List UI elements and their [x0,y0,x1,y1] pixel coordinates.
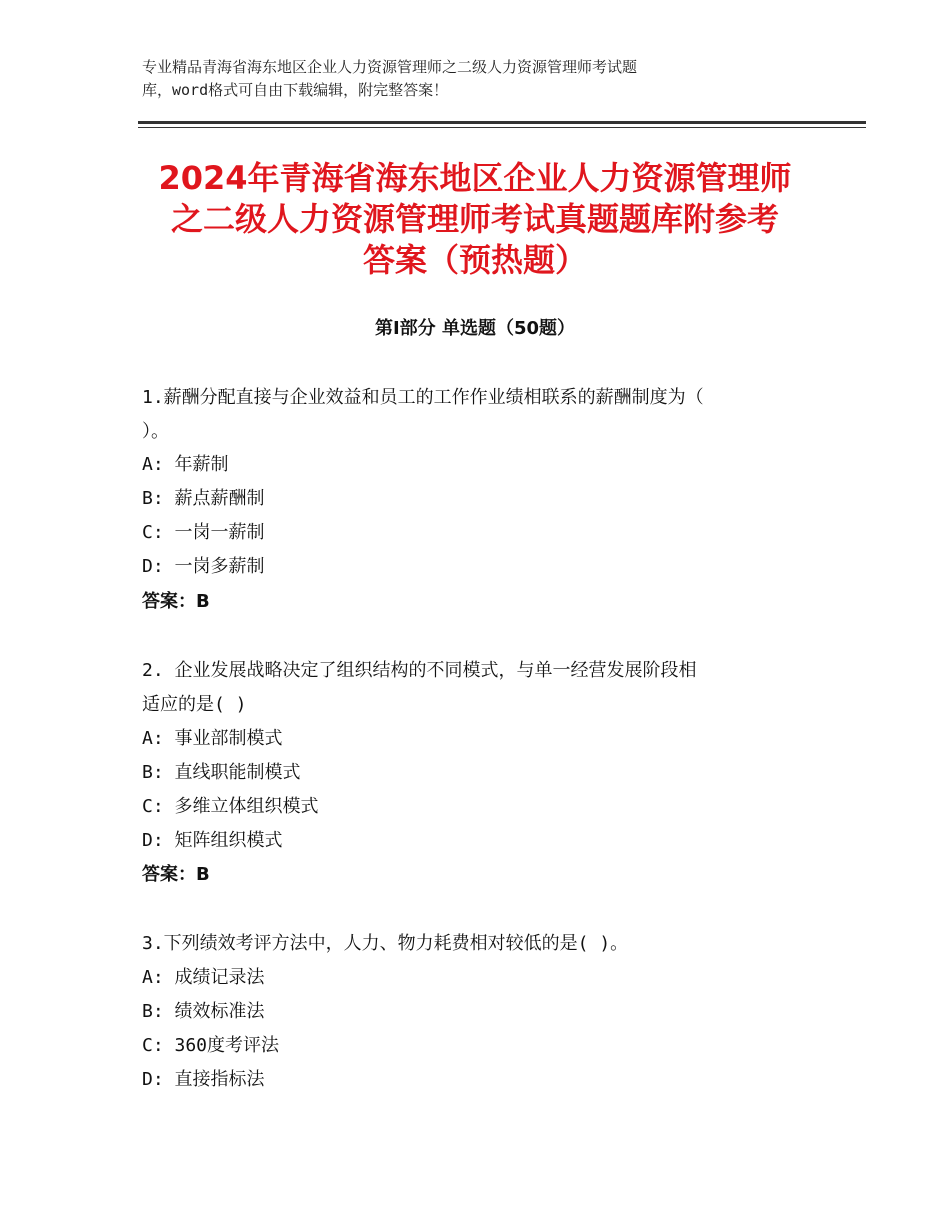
title-line: 2024年青海省海东地区企业人力资源管理师 [158,159,792,197]
question-stem: ）。 [142,421,169,442]
option-c: C: 多维立体组织模式 [142,796,319,817]
option-b: B: 薪点薪酬制 [142,488,265,509]
header-note-line: 专业精品青海省海东地区企业人力资源管理师之二级人力资源管理师考试题 [142,58,638,76]
option-d: D: 直接指标法 [142,1069,265,1090]
question-stem: 适应的是( ) [142,694,247,715]
header-note [142,56,822,102]
answer: 答案：B [142,864,210,885]
question-stem: 2. 企业发展战略决定了组织结构的不同模式，与单一经营发展阶段相 [142,660,697,681]
header-note-line: 库，word格式可自由下载编辑，附完整答案！ [142,81,449,99]
option-a: A: 事业部制模式 [142,728,283,749]
title-line: 之二级人力资源管理师考试真题题库附参考 [170,200,779,238]
header-rule-thin [138,127,866,128]
option-a: A: 年薪制 [142,454,229,475]
document-title [120,158,830,281]
option-c: C: 一岗一薪制 [142,522,265,543]
answer: 答案：B [142,591,210,612]
option-b: B: 直线职能制模式 [142,762,301,783]
option-d: D: 矩阵组织模式 [142,830,283,851]
title-line: 答案（预热题） [362,241,587,279]
question-stem: 3.下列绩效考评方法中，人力、物力耗费相对较低的是( )。 [142,933,629,954]
header-rule-thick [138,121,866,124]
option-a: A: 成绩记录法 [142,967,265,988]
question-stem: 1.薪酬分配直接与企业效益和员工的工作作业绩相联系的薪酬制度为（ [142,387,704,408]
option-d: D: 一岗多薪制 [142,556,265,577]
section-title: 第Ⅰ部分 单选题（50题） [374,318,575,339]
option-c: C: 360度考评法 [142,1035,280,1056]
option-b: B: 绩效标准法 [142,1001,265,1022]
